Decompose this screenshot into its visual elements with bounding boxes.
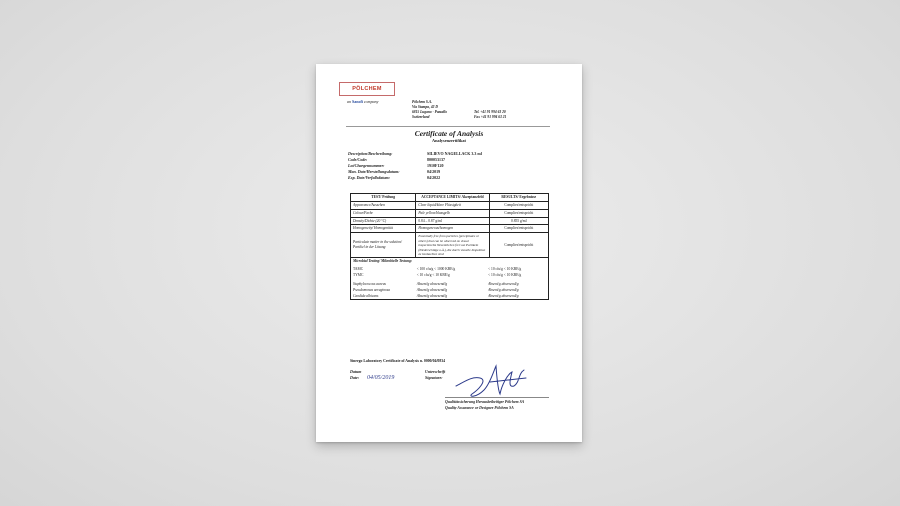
signature-label-de: Unterschrift	[425, 369, 446, 374]
micro-result: Absent/g abwesend/g	[488, 281, 519, 286]
address-line: Pölchem S.A.	[412, 100, 433, 104]
affiliation-prefix: an	[347, 99, 351, 104]
lab-note: Sinergo Laboratory Certificate of Analysis n. 0000/04/0834	[350, 359, 446, 363]
micro-result: Absent/g abwesend/g	[488, 293, 519, 298]
address-line: Via Stampa, 42 D	[412, 105, 438, 109]
micro-test: Pseudomonas aeruginosa	[353, 287, 391, 292]
table-row	[351, 209, 549, 217]
field-value: 1910F120	[427, 163, 444, 168]
document-title: Certificate of Analysis	[414, 129, 484, 138]
document-subtitle: Analysenzertifikat	[432, 138, 466, 143]
affiliation-brand: Sanofi	[352, 99, 363, 104]
result-cell: Complies/entspricht	[489, 201, 548, 209]
field-label: Man. Date/Herstellungsdatum:	[348, 169, 400, 174]
test-cell: Density/Dichte (20 °C)	[351, 217, 416, 225]
result-cell: Complies/entspricht	[489, 209, 548, 217]
phone-line: Tel. +41 91 994 63 20	[474, 110, 506, 114]
test-cell: Colour/Farbe	[351, 209, 416, 217]
column-header: RESULTS/ Ergebnisse	[489, 194, 548, 202]
field-label: Exp. Date/Verfallsdatum:	[348, 175, 391, 180]
field-value: 04/2019	[427, 169, 441, 174]
field-label: Code/Code:	[348, 157, 368, 162]
header-rule	[346, 126, 550, 127]
micro-result: < 10 cfu/g < 10 KBE/g	[488, 267, 522, 272]
table-row	[351, 225, 549, 233]
test-cell: Appearance/Aussehen	[351, 201, 416, 209]
micro-test: Candida albicans	[353, 293, 379, 298]
column-header: ACCEPTANCE LIMITS/ Akzeptanzfeld	[416, 194, 489, 202]
micro-limit: < 100 cfu/g < 1000 KBE/g	[416, 267, 456, 272]
specification-table	[350, 193, 549, 300]
address-line: Switzerland	[412, 115, 430, 119]
column-header: TEST/ Prüfung	[351, 194, 416, 202]
field-value: SILIEVO NAGELLACK 3.3 ml	[427, 151, 482, 156]
micro-result: Absent/g abwesend/g	[488, 287, 519, 292]
micro-limit: Absent/g abwesend/g	[416, 281, 448, 286]
fax-line: Fax +41 91 994 63 21	[474, 115, 507, 119]
signature-label-en: Signature:	[425, 375, 443, 380]
micro-test: Staphylococcus aureus	[353, 281, 386, 286]
quality-line-de: Qualitätssicherung Herausbeibeitiger Pölchem SA	[445, 400, 525, 404]
micro-limit: Absent/g abwesend/g	[416, 287, 448, 292]
microbial-grid	[353, 267, 546, 298]
test-cell: Particulate matter in the solution/ Partikel in der Lösung	[351, 233, 416, 258]
field-value: 04/2022	[427, 175, 441, 180]
micro-limit: Absent/g abwesend/g	[416, 293, 448, 298]
limit-cell: 0.84 – 0.87 g/ml	[416, 217, 489, 225]
field-label: Lot/Chargennummer:	[348, 163, 385, 168]
certificate-document	[316, 64, 582, 442]
company-logo: PÖLCHEM	[339, 82, 395, 96]
table-row	[351, 201, 549, 209]
quality-line-en: Quality Assurance or Designee Pölchem SA	[445, 406, 514, 410]
limit-cell: Essentially free from particles (precipitates or others) that can be observed on visual inspection/Im Wesentlichen frei von Partikeln (Niederschläge o.Ä.), die durch visuelle Inspektion zu beobachten sind	[416, 233, 489, 258]
limit-cell: Pale yellow/blassgelb	[416, 209, 489, 217]
handwritten-signature	[450, 360, 530, 400]
field-value: 800053137	[427, 157, 445, 162]
microbial-title: Microbial Testing/ Mikrobielle Testung:	[353, 259, 412, 264]
micro-test: TYMC	[353, 273, 364, 278]
limit-cell: Clear liquid/klare Flüssigkeit	[416, 201, 489, 209]
result-cell: Complies/entspricht	[489, 225, 548, 233]
microbial-section	[351, 258, 549, 300]
signature-line	[445, 397, 549, 398]
field-label: Description/Beschreibung:	[348, 151, 393, 156]
table-row	[351, 217, 549, 225]
company-affiliation	[347, 100, 378, 104]
micro-test: TAMC	[353, 267, 364, 272]
date-label-de: Datum	[350, 369, 362, 374]
result-cell: Complies/entspricht	[489, 233, 548, 258]
handwritten-date: 04/05/2019	[367, 375, 395, 381]
table-header-row	[351, 194, 549, 202]
micro-limit: < 10 cfu/g < 10 KBE/g	[416, 273, 450, 278]
affiliation-suffix: company	[363, 99, 379, 104]
test-cell: Homogeneity/ Homogenität	[351, 225, 416, 233]
address-line: 6815 Lugano - Pazzallo	[412, 110, 448, 114]
table-row-microbial	[351, 258, 549, 300]
limit-cell: Homogeneous/homogen	[416, 225, 489, 233]
date-label-en: Date:	[350, 375, 360, 380]
result-cell: 0.855 g/ml	[489, 217, 548, 225]
table-row	[351, 233, 549, 258]
micro-result: < 10 cfu/g < 10 KBE/g	[488, 273, 522, 278]
